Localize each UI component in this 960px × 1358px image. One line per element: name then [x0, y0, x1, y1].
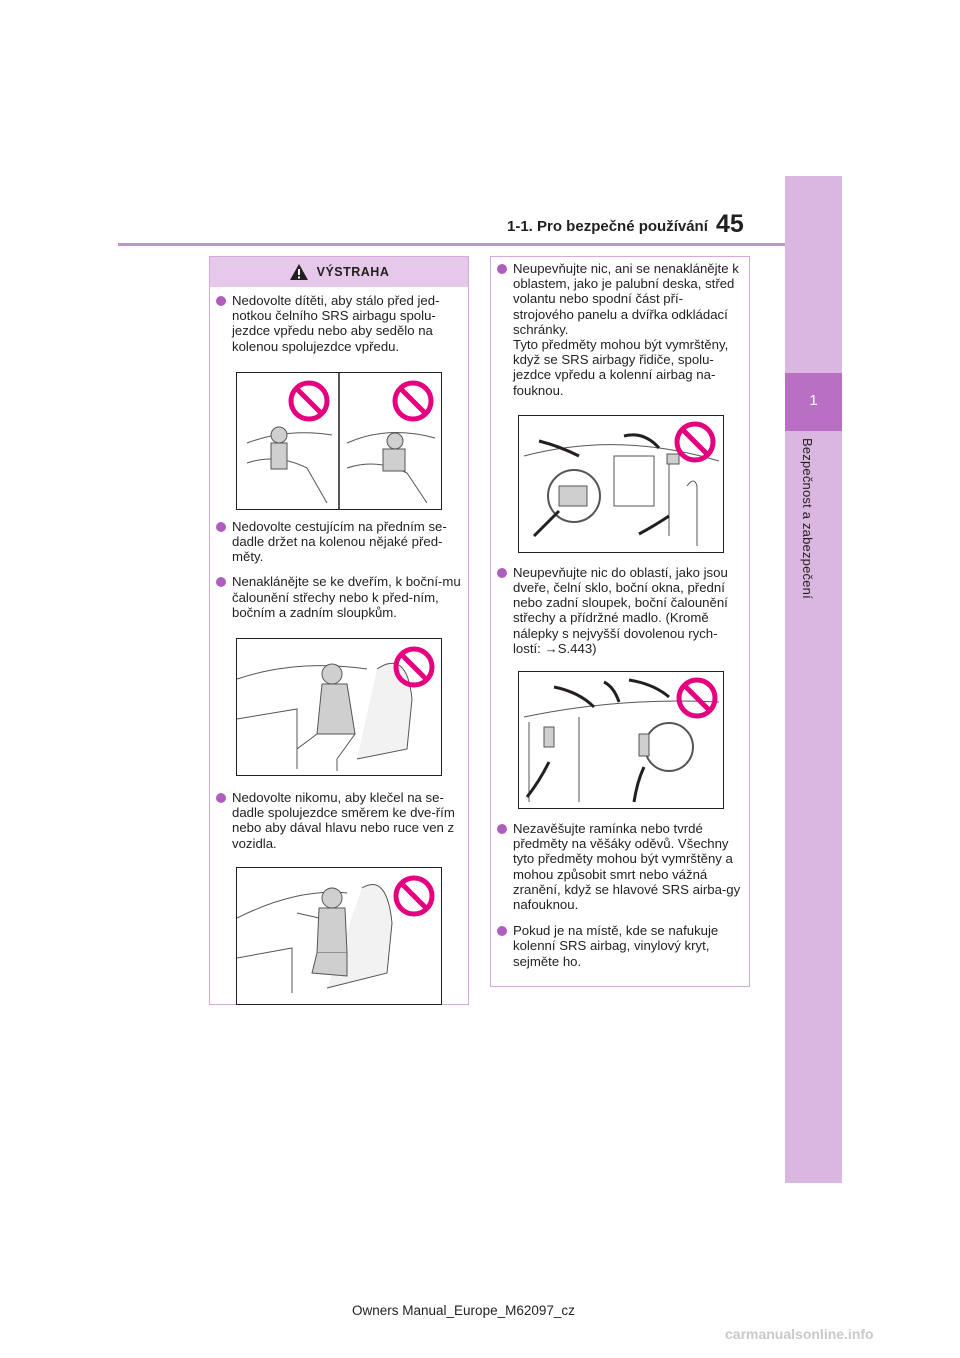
warning-item-text: Pokud je na místě, kde se nafukuje kolenní SRS airbag, vinylový kryt, sejměte ho.: [513, 923, 719, 969]
bullet-icon: [497, 926, 507, 936]
prohibition-sign-icon: [675, 676, 719, 720]
warning-item-text: Neupevňujte nic do oblastí, jako jsou dveře, čelní sklo, boční okna, přední nebo zadní sloupek, boční čalounění střechy a přídržné madlo. (Kromě nálepky s nejvyšší dovolenou rych-lostí: →S.443): [513, 564, 728, 656]
warning-item-text: Nedovolte nikomu, aby klečel na se-dadle spolujezdce směrem ke dve-řím nebo aby dával hlavu nebo ruce ven z vozidla.: [232, 790, 455, 851]
warning-item-text: Nedovolte cestujícím na předním se-dadle držet na kolenou nějaké před-měty.: [232, 518, 447, 565]
prohibition-sign-icon: [392, 645, 436, 689]
manual-name: Owners Manual_Europe_M62097_cz: [352, 1303, 575, 1318]
warning-item-note: Tyto předměty mohou být vymrštěny, když se SRS airbagy řidiče, spolu-jezdce vpředu a kolenní airbag na-fouknou.: [513, 337, 729, 398]
warning-item-text: Neupevňujte nic, ani se nenaklánějte k oblastem, jako je palubní deska, střed volantu nebo spodní část pří-strojového panelu a dvířka odkládací schránky.: [513, 261, 739, 337]
bullet-icon: [497, 264, 507, 274]
warning-item-text: Nenaklánějte se ke dveřím, k boční-mu čalounění střechy nebo k před-ním, bočním a zadním sloupkům.: [232, 574, 461, 620]
warning-item: [210, 519, 468, 565]
prohibition-sign-icon: [392, 874, 436, 918]
warning-box-continued: [490, 256, 750, 987]
warning-box: [209, 256, 469, 1005]
warning-item: [491, 261, 749, 398]
warning-header: [210, 257, 468, 287]
warning-item: [210, 790, 468, 851]
warning-item-text: Nezavěšujte ramínka nebo tvrdé předměty na věšáky oděvů. Všechny tyto předměty mohou být vymrštěny a mohou způsobit smrt nebo vážná zranění, když se hlavové SRS airba-gy nafouknou.: [513, 821, 741, 913]
warning-item: [491, 821, 749, 912]
prohibition-sign-icon: [391, 379, 435, 423]
bullet-icon: [497, 568, 507, 578]
bullet-icon: [216, 522, 226, 532]
figure-leaning-on-door: [236, 638, 442, 776]
page-number: 45: [716, 210, 744, 238]
header-rule: [118, 243, 786, 246]
chapter-number: 1: [809, 392, 818, 409]
section-title: 1-1. Pro bezpečné používání: [507, 218, 708, 235]
prohibition-sign-icon: [673, 420, 717, 464]
watermark: carmanualsonline.info: [725, 1326, 874, 1342]
warning-triangle-icon: [289, 263, 309, 281]
figure-pillar-objects: [518, 671, 724, 809]
bullet-icon: [216, 793, 226, 803]
bullet-icon: [497, 824, 507, 834]
warning-item: [210, 293, 468, 354]
warning-item: [491, 565, 749, 656]
warning-item: [210, 574, 468, 620]
warning-item-text: Nedovolte dítěti, aby stálo před jed-notkou čelního SRS airbagu spolu-jezdce vpředu nebo aby sedělo na kolenou spolujezdce vpředu.: [232, 293, 440, 354]
figure-child-standing: [236, 372, 442, 510]
figure-dashboard-objects: [518, 415, 724, 553]
figure-kneeling-on-seat: [236, 867, 442, 1005]
bullet-icon: [216, 577, 226, 587]
prohibition-sign-icon: [287, 379, 331, 423]
bullet-icon: [216, 296, 226, 306]
warning-title: VÝSTRAHA: [316, 265, 390, 279]
chapter-tab: [785, 176, 842, 1183]
warning-item: [491, 923, 749, 969]
chapter-title: Bezpečnost a zabezpečení: [800, 438, 815, 599]
